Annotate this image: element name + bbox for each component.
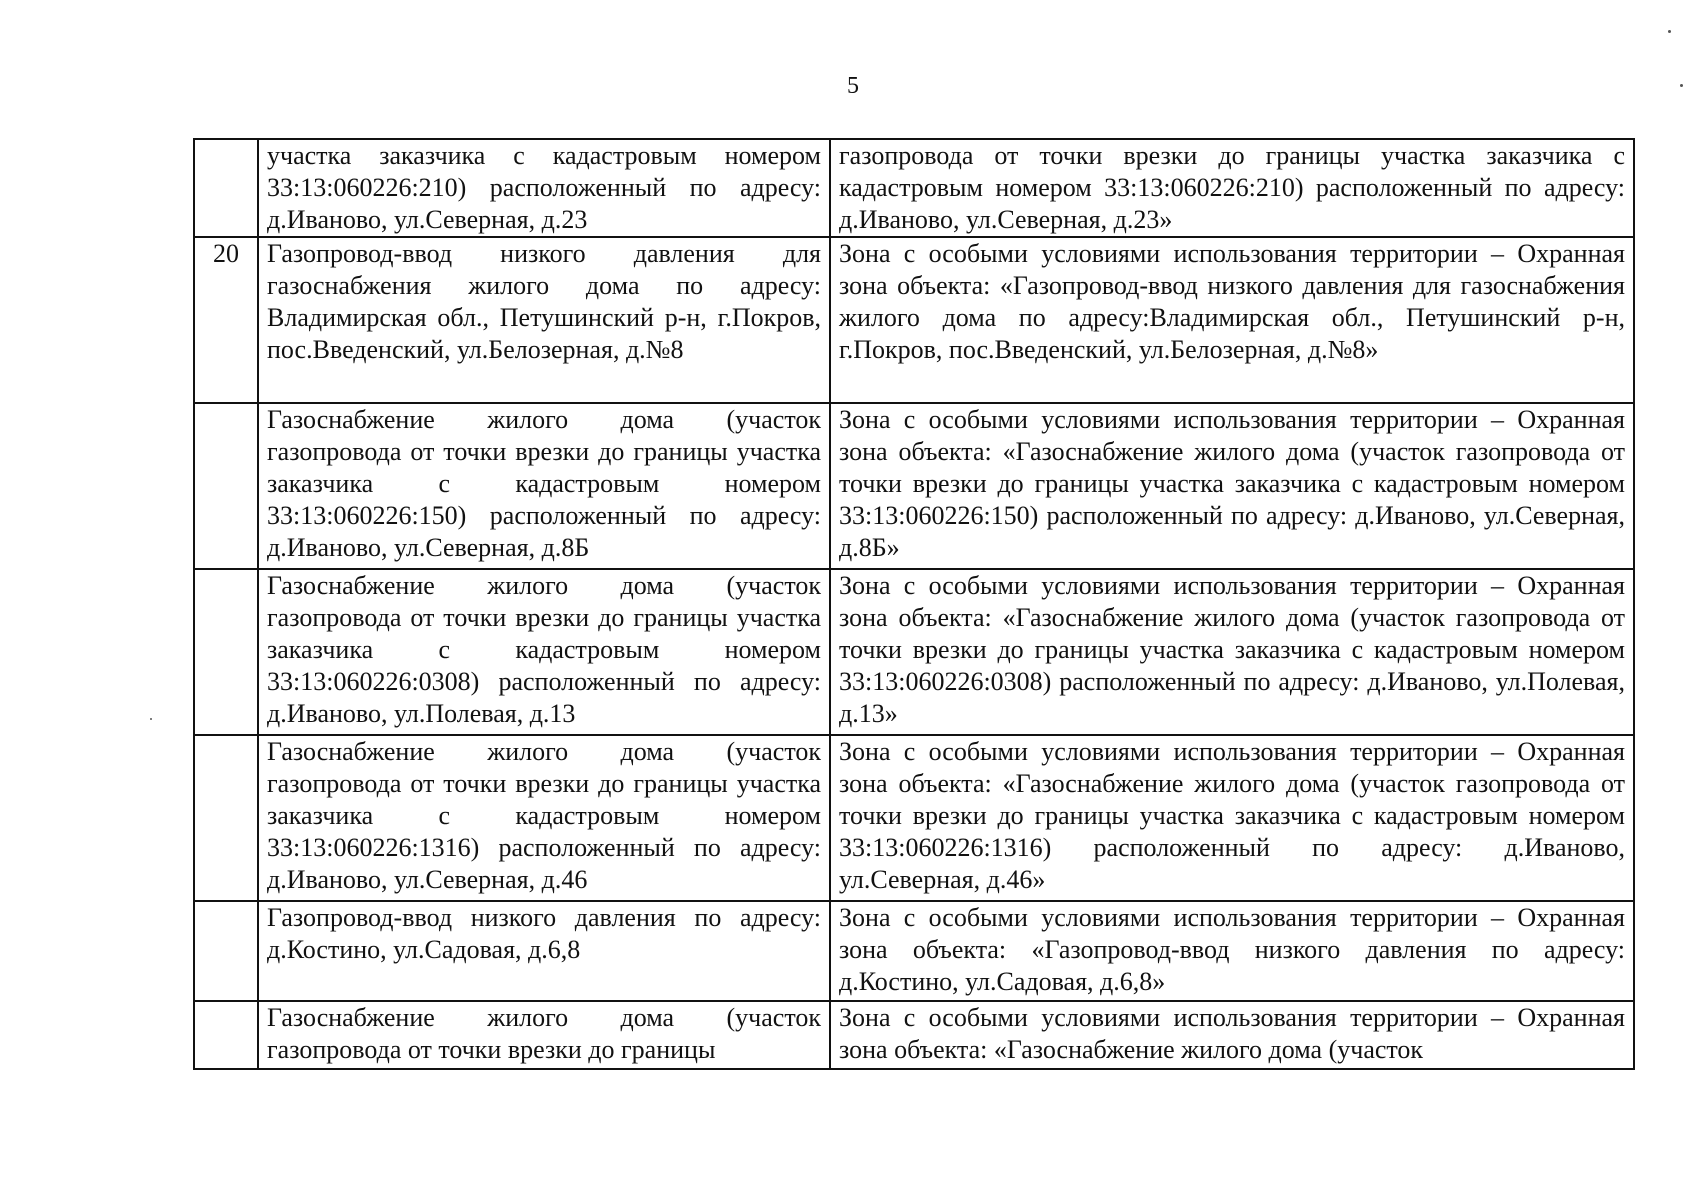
- table-row: [194, 403, 1634, 569]
- scan-speck: [150, 718, 152, 720]
- zone-description: Зона с особыми условиями использования территории – Охранная зона объекта: «Газоснабжение жилого дома (участок газопровода от точки врезки до границы участка заказчика с кадастровым номером 33:13:060226:150) расположенный по адресу: д.Иваново, ул.Северная, д.8Б»: [830, 403, 1634, 569]
- zone-description: Зона с особыми условиями использования территории – Охранная зона объекта: «Газоснабжение жилого дома (участок газопровода от точки врезки до границы участка заказчика с кадастровым номером 33:13:060226:0308) расположенный по адресу: д.Иваново, ул.Полевая, д.13»: [830, 569, 1634, 735]
- table-row: [194, 735, 1634, 901]
- table-row: [194, 237, 1634, 403]
- row-number: [194, 1001, 258, 1069]
- row-number: [194, 569, 258, 735]
- row-number: [194, 735, 258, 901]
- zone-description: Зона с особыми условиями использования территории – Охранная зона объекта: «Газоснабжение жилого дома (участок газопровода от точки врезки до границы участка заказчика с кадастровым номером 33:13:060226:1316) расположенный по адресу: д.Иваново, ул.Северная, д.46»: [830, 735, 1634, 901]
- object-description: Газопровод-ввод низкого давления по адресу: д.Костино, ул.Садовая, д.6,8: [258, 901, 830, 1001]
- object-description: Газопровод-ввод низкого давления для газоснабжения жилого дома по адресу: Владимирская обл., Петушинский р-н, г.Покров, пос.Введенский, ул.Белозерная, д.№8: [258, 237, 830, 403]
- object-description: Газоснабжение жилого дома (участок газопровода от точки врезки до границы участка заказчика с кадастровым номером 33:13:060226:0308) расположенный по адресу: д.Иваново, ул.Полевая, д.13: [258, 569, 830, 735]
- table-row: [194, 901, 1634, 1001]
- zone-description: Зона с особыми условиями использования территории – Охранная зона объекта: «Газопровод-ввод низкого давления для газоснабжения жилого дома по адресу:Владимирская обл., Петушинский р-н, г.Покров, пос.Введенский, ул.Белозерная, д.№8»: [830, 237, 1634, 403]
- object-description: участка заказчика с кадастровым номером 33:13:060226:210) расположенный по адресу: д.Иваново, ул.Северная, д.23: [258, 139, 830, 237]
- table-row: [194, 569, 1634, 735]
- zone-description: газопровода от точки врезки до границы участка заказчика с кадастровым номером 33:13:060226:210) расположенный по адресу: д.Иваново, ул.Северная, д.23»: [830, 139, 1634, 237]
- scan-speck: [1680, 84, 1683, 87]
- scan-speck: [1668, 30, 1671, 33]
- row-number: [194, 403, 258, 569]
- zone-description: Зона с особыми условиями использования территории – Охранная зона объекта: «Газоснабжение жилого дома (участок: [830, 1001, 1634, 1069]
- table-row: [194, 1001, 1634, 1069]
- object-description: Газоснабжение жилого дома (участок газопровода от точки врезки до границы: [258, 1001, 830, 1069]
- object-description: Газоснабжение жилого дома (участок газопровода от точки врезки до границы участка заказчика с кадастровым номером 33:13:060226:1316) расположенный по адресу: д.Иваново, ул.Северная, д.46: [258, 735, 830, 901]
- table-row: [194, 139, 1634, 237]
- object-description: Газоснабжение жилого дома (участок газопровода от точки врезки до границы участка заказчика с кадастровым номером 33:13:060226:150) расположенный по адресу: д.Иваново, ул.Северная, д.8Б: [258, 403, 830, 569]
- zone-description: Зона с особыми условиями использования территории – Охранная зона объекта: «Газопровод-ввод низкого давления по адресу: д.Костино, ул.Садовая, д.6,8»: [830, 901, 1634, 1001]
- row-number: [194, 901, 258, 1001]
- row-number: [194, 139, 258, 237]
- page-number: 5: [847, 73, 859, 99]
- row-number: 20: [194, 237, 258, 403]
- zones-table: [193, 138, 1635, 1070]
